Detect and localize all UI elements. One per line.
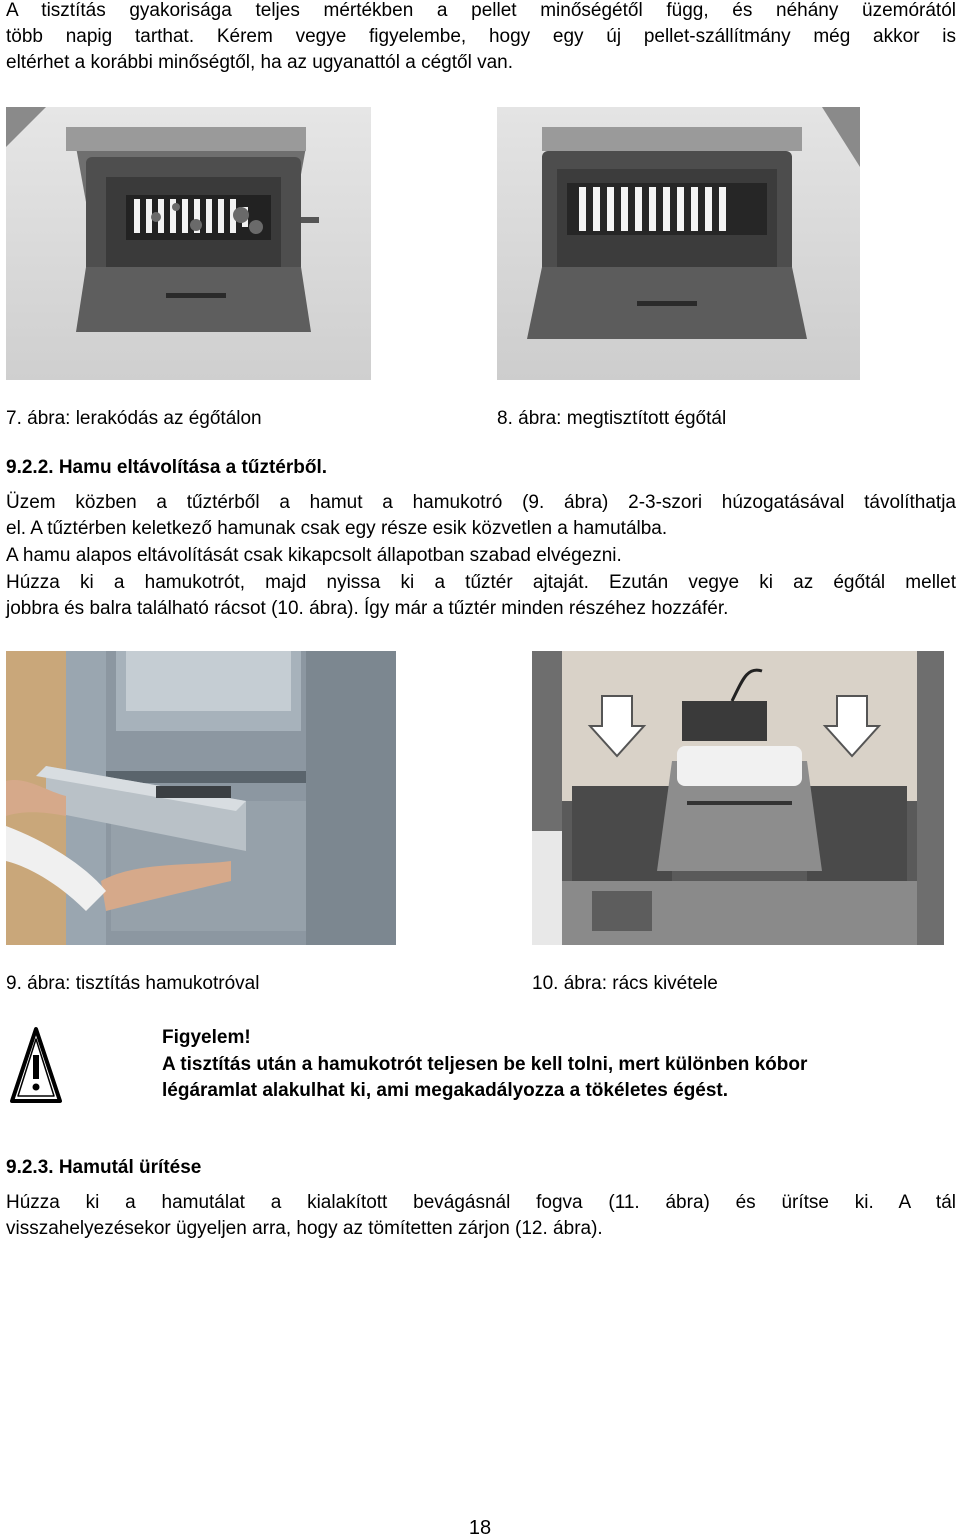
section-923-line-1: Húzza ki a hamutálat a kialakított bevágásnál fogva (11. ábra) és ürítse ki. A tál (6, 1192, 956, 1213)
figure-8-caption: 8. ábra: megtisztított égőtál (497, 408, 727, 429)
warning-line-1: A tisztítás után a hamukotrót teljesen be kell tolni, mert különben kóbor (162, 1054, 808, 1075)
section-923-heading: 9.2.3. Hamutál ürítése (6, 1157, 202, 1178)
page-number: 18 (468, 1517, 492, 1539)
section-922-line-1: Üzem közben a tűztérből a hamut a hamukotró (9. ábra) 2-3-szori húzogatásával távolíthatja (6, 492, 956, 513)
section-922-heading: 9.2.2. Hamu eltávolítása a tűztérből. (6, 457, 327, 478)
section-922-line-5: jobbra és balra található rácsot (10. ábra). Így már a tűztér minden részéhez hozzáfér. (6, 598, 729, 619)
figure-9-photo (6, 651, 396, 945)
section-922-line-4: Húzza ki a hamukotrót, majd nyissa ki a tűztér ajtaját. Ezután vegye ki az égőtál mellet (6, 572, 956, 593)
figure-7-photo (6, 107, 371, 380)
warning-title: Figyelem! (162, 1027, 251, 1048)
figure-10-caption: 10. ábra: rács kivétele (532, 973, 718, 994)
intro-line-3: eltérhet a korábbi minőségtől, ha az ugyanattól a cégtől van. (6, 52, 513, 73)
figure-7-caption: 7. ábra: lerakódás az égőtálon (6, 408, 262, 429)
section-922-line-2: el. A tűztérben keletkező hamunak csak egy része esik közvetlen a hamutálba. (6, 518, 668, 539)
intro-line-2: több napig tarthat. Kérem vegye figyelembe, hogy egy új pellet-szállítmány még akkor is (6, 26, 956, 47)
intro-line-1: A tisztítás gyakorisága teljes mértékben a pellet minőségétől függ, és néhány üzemórától (6, 0, 956, 21)
figure-9-caption: 9. ábra: tisztítás hamukotróval (6, 973, 260, 994)
section-922-line-3: A hamu alapos eltávolítását csak kikapcsolt állapotban szabad elvégezni. (6, 545, 622, 566)
warning-line-2: légáramlat alakulhat ki, ami megakadályozza a tökéletes égést. (162, 1080, 729, 1101)
figure-10-photo (532, 651, 944, 945)
warning-triangle-icon (10, 1025, 62, 1105)
section-923-line-2: visszahelyezésekor ügyeljen arra, hogy az tömítetten zárjon (12. ábra). (6, 1218, 603, 1239)
figure-8-photo (497, 107, 860, 380)
